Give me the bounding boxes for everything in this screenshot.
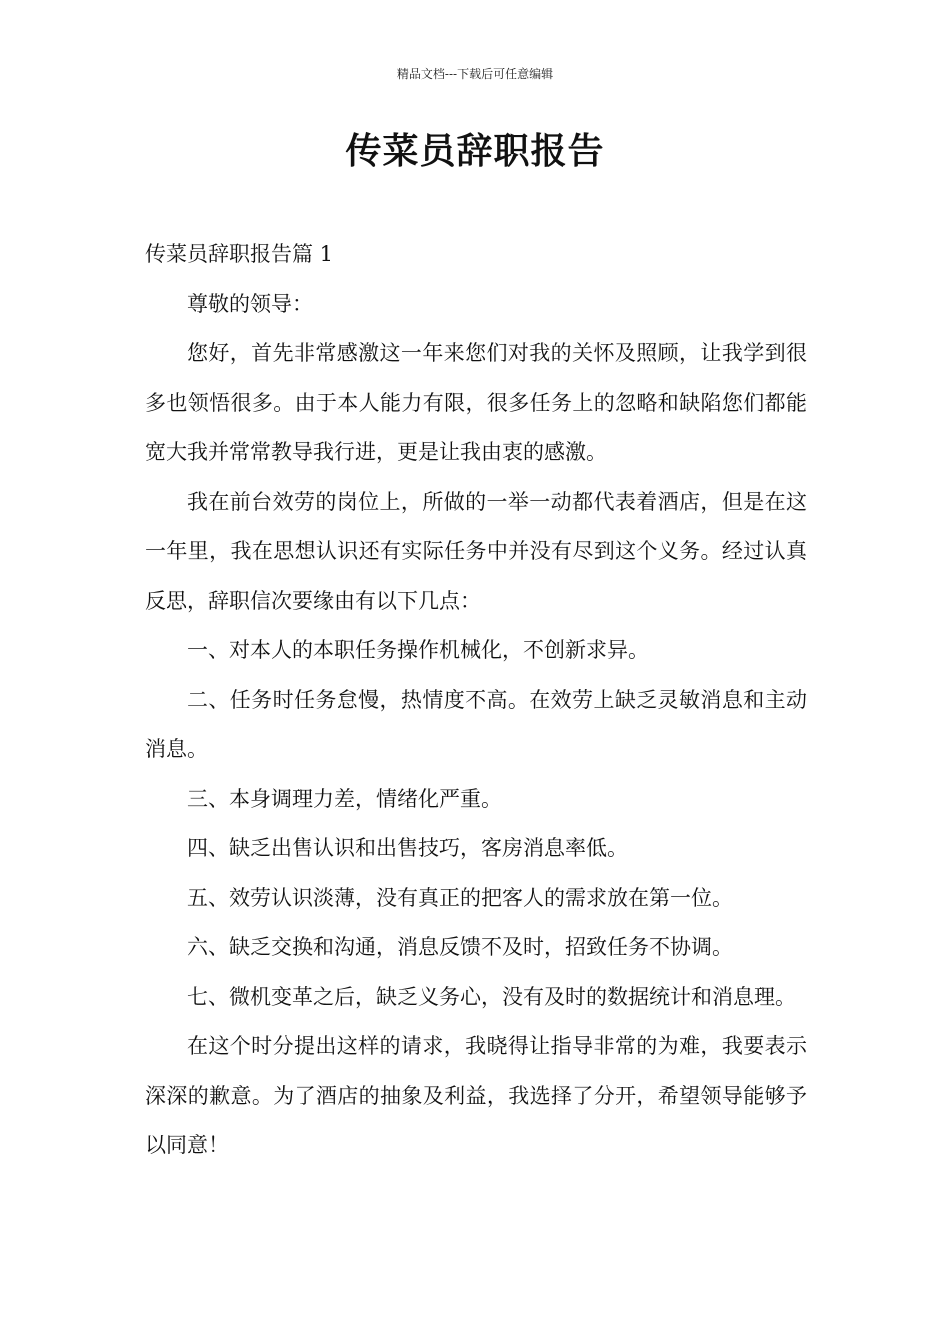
paragraph-closing-request: 在这个时分提出这样的请求，我晓得让指导非常的为难，我要表示深深的歉意。为了酒店的抽象及利益，我选择了分开，希望领导能够予以同意！ bbox=[145, 1034, 807, 1157]
list-item-4: 四、缺乏出售认识和出售技巧，客房消息率低。 bbox=[187, 836, 628, 860]
page-title: 传菜员辞职报告 bbox=[345, 131, 605, 172]
list-item-7: 七、微机变革之后，缺乏义务心，没有及时的数据统计和消息理。 bbox=[187, 984, 796, 1009]
header-note: 精品文档---下载后可任意编辑 bbox=[396, 67, 554, 81]
paragraph-gratitude: 您好，首先非常感激这一年来您们对我的关怀及照顾，让我学到很多也领悟很多。由于本人能力有限，很多任务上的忽略和缺陷您们都能宽大我并常常教导我行进，更是让我由衷的感激。 bbox=[145, 341, 807, 464]
list-item-6: 六、缺乏交换和沟通，消息反馈不及时，招致任务不协调。 bbox=[187, 935, 733, 959]
list-item-3: 三、本身调理力差，情绪化严重。 bbox=[187, 786, 502, 811]
paragraph-reflection: 我在前台效劳的岗位上，所做的一举一动都代表着酒店，但是在这一年里，我在思想认识还有实际任务中并没有尽到这个义务。经过认真反思，辞职信次要缘由有以下几点： bbox=[145, 489, 807, 613]
salutation: 尊敬的领导： bbox=[187, 291, 313, 316]
list-item-1: 一、对本人的本职任务操作机械化，不创新求异。 bbox=[187, 638, 649, 662]
section-heading: 传菜员辞职报告篇 1 bbox=[145, 242, 334, 266]
list-item-2: 二、任务时任务怠慢，热情度不高。在效劳上缺乏灵敏消息和主动消息。 bbox=[145, 687, 807, 761]
document-body bbox=[145, 230, 807, 1171]
list-item-5: 五、效劳认识淡薄，没有真正的把客人的需求放在第一位。 bbox=[187, 885, 733, 910]
